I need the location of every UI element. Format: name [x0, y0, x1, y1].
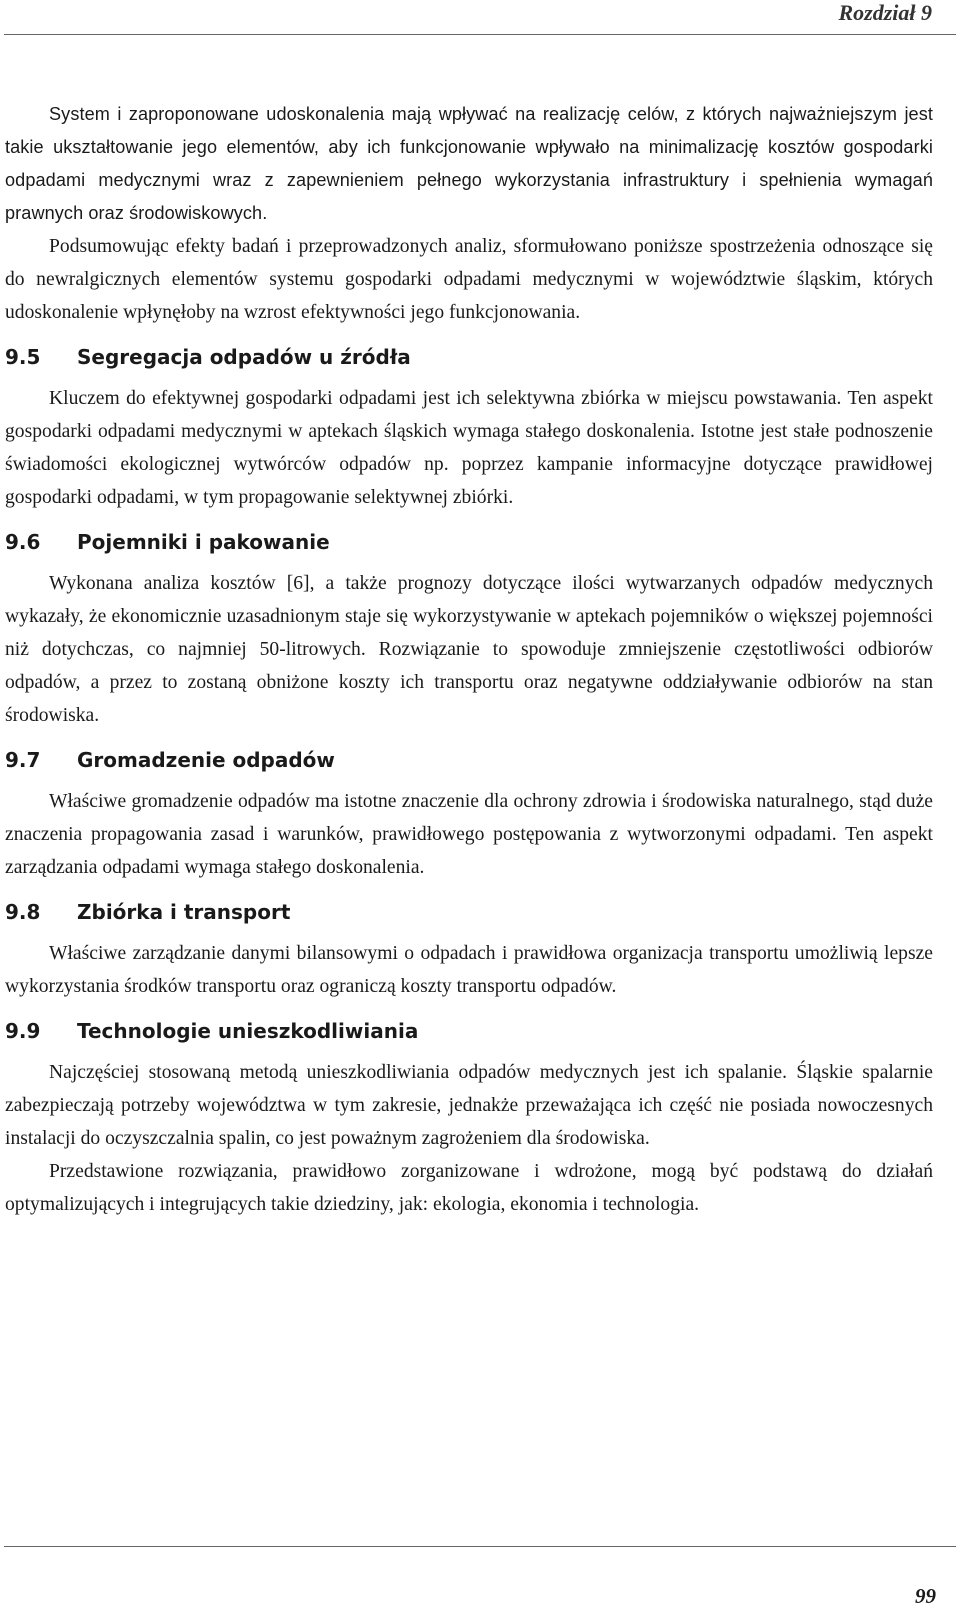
section-number: 9.6: [5, 530, 41, 554]
section-heading: [5, 341, 933, 373]
chapter-header-title: Rozdział 9: [838, 0, 932, 25]
section-title: Gromadzenie odpadów: [77, 748, 335, 772]
section-paragraph: Kluczem do efektywnej gospodarki odpadami jest ich selektywna zbiórka w miejscu powstawania. Ten aspekt gospodarki odpadami medycznymi w aptekach śląskich wymaga stałego doskonalenia. Istotne jest stałe podnoszenie świadomości ekologicznej wytwórców odpadów np. poprzez kampanie informacyjne dotyczące prawidłowej gospodarki odpadami, w tym propagowanie selektywnej zbiórki.: [5, 388, 933, 508]
intro-paragraph: System i zaproponowane udoskonalenia mają wpływać na realizację celów, z których najważniejszym jest takie ukształtowanie jego elementów, aby ich funkcjonowanie wpływało na minimalizację kosztów gospodarki odpadami medycznymi wraz z zapewnieniem pełnego wykorzystania infrastruktury i spełnienia wymagań prawnych oraz środowiskowych.: [5, 104, 933, 223]
section-title: Pojemniki i pakowanie: [77, 530, 330, 554]
section-heading: [5, 744, 933, 776]
section-paragraph: Właściwe gromadzenie odpadów ma istotne znaczenie dla ochrony zdrowia i środowiska naturalnego, stąd duże znaczenia propagowania zasad i warunków, prawidłowego postępowania z wytworzonymi odpadami. Ten aspekt zarządzania odpadami wymaga stałego doskonalenia.: [5, 791, 933, 878]
section-paragraph: Właściwe zarządzanie danymi bilansowymi o odpadach i prawidłowa organizacja transportu umożliwią lepsze wykorzystania środków transportu oraz ograniczą koszty transportu odpadów.: [5, 943, 933, 997]
section-paragraph: Przedstawione rozwiązania, prawidłowo zorganizowane i wdrożone, mogą być podstawą do działań optymalizujących i integrujących takie dziedziny, jak: ekologia, ekonomia i technologia.: [5, 1161, 933, 1215]
header-rule: [4, 34, 956, 35]
section-heading: [5, 1015, 933, 1047]
page-number: 99: [915, 1584, 936, 1608]
section-title: Zbiórka i transport: [77, 900, 291, 924]
section-title: Technologie unieszkodliwiania: [77, 1019, 419, 1043]
section-number: 9.5: [5, 345, 41, 369]
intro-paragraph: Podsumowując efekty badań i przeprowadzonych analiz, sformułowano poniższe spostrzeżenia odnoszące się do newralgicznych elementów systemu gospodarki odpadami medycznymi w województwie śląskim, których udoskonalenie wpłynęłoby na wzrost efektywności jego funkcjonowania.: [5, 236, 933, 323]
section-heading: [5, 526, 933, 558]
section-heading: [5, 896, 933, 928]
section-number: 9.7: [5, 748, 41, 772]
section-paragraph: Wykonana analiza kosztów [6], a także prognozy dotyczące ilości wytwarzanych odpadów medycznych wykazały, że ekonomicznie uzasadnionym staje się wykorzystywanie w aptekach pojemników o większej pojemności niż dotychczas, co najmniej 50-litrowych. Rozwiązanie to spowoduje zmniejszenie częstotliwości odbiorów odpadów, a przez to zostaną obniżone koszty ich transportu oraz negatywne oddziaływanie odbiorów na stan środowiska.: [5, 573, 933, 726]
footer-rule: [4, 1546, 956, 1547]
section-paragraph: Najczęściej stosowaną metodą unieszkodliwiania odpadów medycznych jest ich spalanie. Śląskie spalarnie zabezpieczają potrzeby województwa w tym zakresie, jednakże przeważająca ich część nie posiada nowoczesnych instalacji do oczyszczalnia spalin, co jest poważnym zagrożeniem dla środowiska.: [5, 1062, 933, 1149]
section-title: Segregacja odpadów u źródła: [77, 345, 411, 369]
page-content: [5, 98, 933, 1221]
section-number: 9.8: [5, 900, 41, 924]
section-number: 9.9: [5, 1019, 41, 1043]
